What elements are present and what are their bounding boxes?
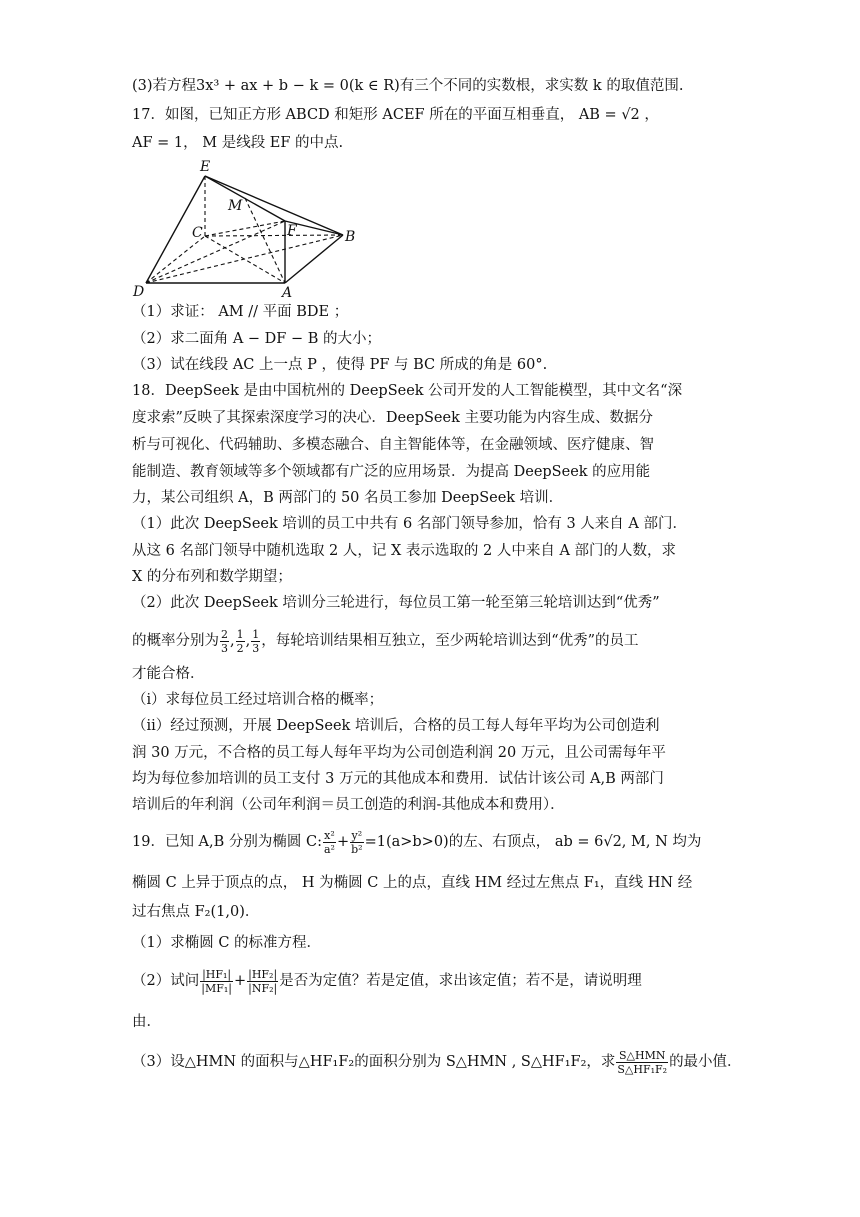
fraction: $\frac{\text{x²}}{\text{a²}}$ bbox=[324, 828, 335, 856]
q18-line: （1）此次 DeepSeek 培训的员工中共有 6 名部门领导参加，恰有 3 人来自 A 部门． bbox=[132, 516, 687, 532]
q19-part2-end: 由． bbox=[132, 1014, 161, 1030]
q18-line: 度求索”反映了其探索深度学习的决心．DeepSeek 主要功能为内容生成、数据分 bbox=[132, 410, 653, 426]
q16-part3: (3)若方程3x³ + ax + b − k = 0(k ∈ R)有三个不同的实数根，求实数 k 的取值范围. bbox=[132, 78, 684, 94]
prob-suffix: ，每轮培训结果相互独立，至少两轮培训达到“优秀”的员工 bbox=[261, 633, 639, 649]
q18-line2: 才能合格． bbox=[132, 666, 205, 682]
label-E: E bbox=[200, 159, 211, 175]
q19-part1: （1）求椭圆 C 的标准方程． bbox=[132, 935, 322, 951]
fraction: $\frac{2}{3}$ bbox=[221, 627, 228, 655]
q19-line2: 椭圆 C 上异于顶点的点， H 为椭圆 C 上的点，直线 HM 经过左焦点 F₁，直线 HN 经 bbox=[132, 875, 693, 891]
q18-line2: （ⅰ）求每位员工经过培训合格的概率； bbox=[132, 692, 384, 708]
q17-figure bbox=[132, 156, 362, 298]
q18-line2: 均为每位参加培训的员工支付 3 万元的其他成本和费用．试估计该公司 A,B 两部门 bbox=[132, 771, 664, 787]
fraction: $\frac{\text{|HF₂|}}{\text{|NF₂|}}$ bbox=[248, 967, 278, 995]
fraction: $\frac{\text{|HF₁|}}{\text{|MF₁|}}$ bbox=[201, 967, 232, 995]
label-A: A bbox=[282, 285, 293, 298]
q19-part2: （2）试问 $\frac{\text{|HF₁|}}{\text{|MF₁|}}$ + $\frac{\text{|HF₂|}}{\text{|NF₂|}}$ 是否为定值？若是定值，求出该定值；若不是，请说明理 bbox=[132, 967, 642, 995]
label-B: B bbox=[345, 229, 356, 245]
q18-line: 从这 6 名部门领导中随机选取 2 人，记 X 表示选取的 2 人中来自 A 部门的人数，求 bbox=[132, 543, 677, 559]
q17-part2: （2）求二面角 A − DF − B 的大小； bbox=[132, 331, 381, 347]
q18-line: 析与可视化、代码辅助、多模态融合、自主智能体等，在金融领域、医疗健康、智 bbox=[132, 437, 654, 453]
q17-part1: （1）求证： AM // 平面 BDE ； bbox=[132, 304, 349, 320]
label-C: C bbox=[192, 225, 203, 241]
label-D: D bbox=[133, 284, 145, 298]
q18-line2: 培训后的年利润（公司年利润＝员工创造的利润-其他成本和费用）． bbox=[132, 797, 565, 813]
q18-line: （2）此次 DeepSeek 培训分三轮进行，每位员工第一轮至第三轮培训达到“优秀” bbox=[132, 595, 660, 611]
q18-line: 力，某公司组织 A，B 两部门的 50 名员工参加 DeepSeek 培训． bbox=[132, 490, 564, 506]
fraction: $\frac{1}{3}$ bbox=[252, 627, 260, 655]
q18-line2: （ⅱ）经过预测，开展 DeepSeek 培训后，合格的员工每人每年平均为公司创造利 bbox=[132, 718, 660, 734]
q18-line: 18．DeepSeek 是由中国杭州的 DeepSeek 公司开发的人工智能模型，其中文名“深 bbox=[132, 383, 683, 399]
q18-line: 能制造、教育领域等多个领域都有广泛的应用场景．为提高 DeepSeek 的应用能 bbox=[132, 464, 651, 480]
q18-line: X 的分布列和数学期望； bbox=[132, 569, 292, 585]
label-M: M bbox=[228, 198, 243, 214]
label-F: F bbox=[287, 223, 297, 239]
q19-line3: 过右焦点 F₂(1,0)． bbox=[132, 904, 260, 920]
fraction: $\frac{\text{y²}}{\text{b²}}$ bbox=[351, 828, 363, 856]
q17-line2: AF = 1， M 是线段 EF 的中点. bbox=[132, 135, 344, 151]
q19-part3: （3）设△HMN 的面积与△HF₁F₂的面积分别为 S△HMN , S△HF₁F₂，求 $\frac{\text{S△HMN}}{\text{S△HF₁F₂}}$ 的最小值． bbox=[132, 1048, 742, 1076]
q17-part3: （3）试在线段 AC 上一点 P ，使得 PF 与 BC 所成的角是 60°. bbox=[132, 357, 548, 373]
q18-line2: 润 30 万元，不合格的员工每人每年平均为公司创造利润 20 万元，且公司需每年平 bbox=[132, 745, 666, 761]
fraction: $\frac{1}{2}$ bbox=[236, 627, 244, 655]
prob-prefix: 的概率分别为 bbox=[132, 633, 219, 649]
fraction: $\frac{\text{S△HMN}}{\text{S△HF₁F₂}}$ bbox=[617, 1048, 668, 1076]
q19-line1: 19．已知 A,B 分别为椭圆 C: $\frac{\text{x²}}{\text{a²}}$ + $\frac{\text{y²}}{\text{b²}}$ =1(a>b>0)的左、右顶点， ab = 6√2, M, N 均为 bbox=[132, 828, 702, 856]
q18-probability-line: 的概率分别为 $\frac{2}{3}$ , $\frac{1}{2}$ , $\frac{1}{3}$ ，每轮培训结果相互独立，至少两轮培训达到“优秀”的员工 bbox=[132, 627, 639, 655]
q17-line1: 17．如图，已知正方形 ABCD 和矩形 ACEF 所在的平面互相垂直， AB = √2 ， bbox=[132, 107, 659, 123]
